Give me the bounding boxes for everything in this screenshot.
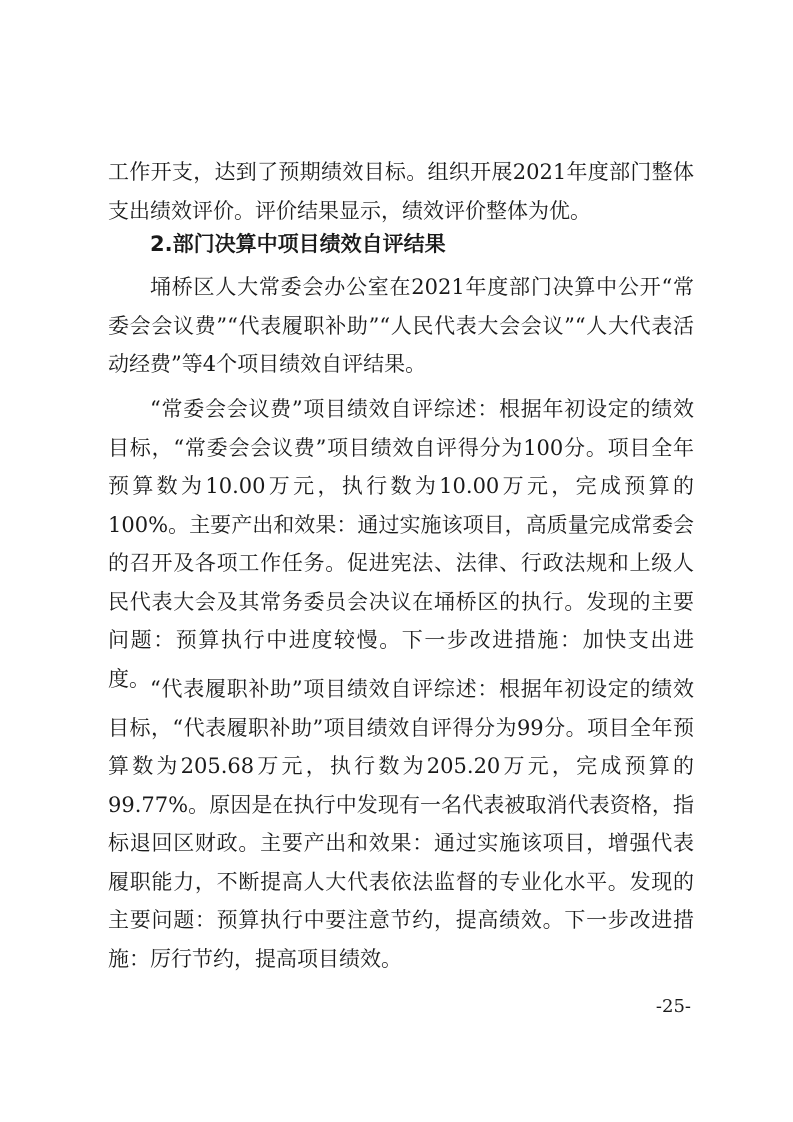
page-number: -25- xyxy=(655,996,691,1017)
paragraph-continuation-block xyxy=(108,153,694,230)
paragraph-continuation: 工作开支，达到了预期绩效目标。组织开展2021年度部门整体支出绩效评价。评价结果显示，绩效评价整体为优。 xyxy=(108,160,694,223)
paragraph-item-meeting-fee: “常委会会议费”项目绩效自评综述：根据年初设定的绩效目标，“常委会会议费”项目绩效自评得分为100分。项目全年预算数为10.00万元，执行数为10.00万元，完成预算的100%。主要产出和效果：通过实施该项目，高质量完成常委会的召开及各项工作任务。促进宪法、法律、行政法规和上级人民代表大会及其常务委员会决议在埇桥区的执行。发现的主要问题：预算执行中进度较慢。下一步改进措施：加快支出进度。 xyxy=(108,397,694,691)
paragraph-intro: 埇桥区人大常委会办公室在2021年度部门决算中公开“常委会会议费”“代表履职补助”“人民代表大会会议”“人大代表活动经费”等4个项目绩效自评结果。 xyxy=(108,275,694,376)
paragraph-item2-block xyxy=(108,670,694,978)
paragraph-item-deputy-subsidy: “代表履职补助”项目绩效自评综述：根据年初设定的绩效目标，“代表履职补助”项目绩效自评得分为99分。项目全年预算数为205.68万元，执行数为205.20万元，完成预算的99.77%。原因是在执行中发现有一名代表被取消代表资格，指标退回区财政。主要产出和效果：通过实施该项目，增强代表履职能力，不断提高人大代表依法监督的专业化水平。发现的主要问题：预算执行中要注意节约，提高绩效。下一步改进措施：厉行节约，提高项目绩效。 xyxy=(108,677,694,971)
paragraph-intro-block xyxy=(108,268,694,384)
section-heading: 2.部门决算中项目绩效自评结果 xyxy=(150,232,446,256)
paragraph-item1-block xyxy=(108,390,694,698)
